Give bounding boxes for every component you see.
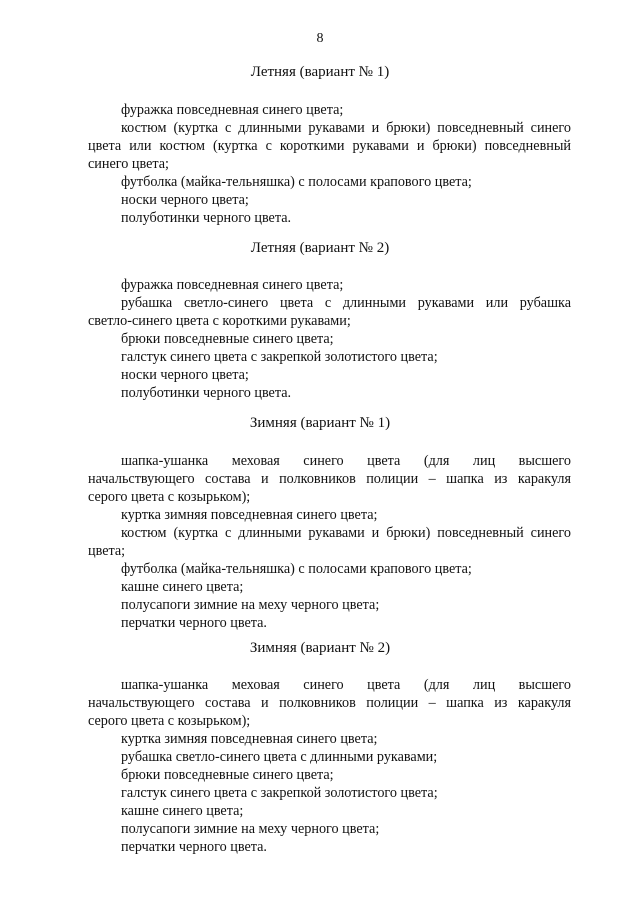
list-item-continuation: цвета или костюм (куртка с короткими рукавами и брюки) повседневный — [88, 138, 571, 154]
section-heading: Зимняя (вариант № 1) — [249, 415, 391, 431]
list-item: перчатки черного цвета. — [121, 839, 267, 855]
list-item: куртка зимняя повседневная синего цвета; — [121, 731, 378, 747]
list-item-continuation: начальствующего состава и полковников полиции – шапка из каракуля — [88, 471, 571, 487]
list-item-continuation: светло-синего цвета с короткими рукавами; — [88, 313, 351, 329]
list-item: костюм (куртка с длинными рукавами и брюки) повседневный синего — [121, 525, 571, 541]
list-item: полусапоги зимние на меху черного цвета; — [121, 821, 380, 837]
list-item: футболка (майка-тельняшка) с полосами крапового цвета; — [121, 174, 472, 190]
list-item: носки черного цвета; — [121, 192, 249, 208]
list-item: шапка-ушанка меховая синего цвета (для лиц высшего — [121, 677, 571, 693]
list-item-continuation: серого цвета с козырьком); — [88, 489, 251, 505]
list-item: костюм (куртка с длинными рукавами и брюки) повседневный синего — [121, 120, 571, 136]
list-item: кашне синего цвета; — [121, 803, 244, 819]
list-item: брюки повседневные синего цвета; — [121, 767, 334, 783]
section-heading: Зимняя (вариант № 2) — [249, 640, 391, 656]
list-item: перчатки черного цвета. — [121, 615, 267, 631]
page-number: 8 — [316, 31, 324, 46]
list-item-continuation: цвета; — [88, 543, 126, 559]
list-item: футболка (майка-тельняшка) с полосами крапового цвета; — [121, 561, 472, 577]
list-item: фуражка повседневная синего цвета; — [121, 102, 344, 118]
list-item: носки черного цвета; — [121, 367, 249, 383]
list-item-continuation: серого цвета с козырьком); — [88, 713, 251, 729]
list-item: полуботинки черного цвета. — [121, 210, 292, 226]
list-item: фуражка повседневная синего цвета; — [121, 277, 344, 293]
list-item: кашне синего цвета; — [121, 579, 244, 595]
list-item: брюки повседневные синего цвета; — [121, 331, 334, 347]
list-item: полусапоги зимние на меху черного цвета; — [121, 597, 380, 613]
list-item: шапка-ушанка меховая синего цвета (для лиц высшего — [121, 453, 571, 469]
list-item: галстук синего цвета с закрепкой золотистого цвета; — [121, 349, 438, 365]
list-item: галстук синего цвета с закрепкой золотистого цвета; — [121, 785, 438, 801]
list-item: куртка зимняя повседневная синего цвета; — [121, 507, 378, 523]
list-item: рубашка светло-синего цвета с длинными рукавами; — [121, 749, 438, 765]
list-item: полуботинки черного цвета. — [121, 385, 292, 401]
list-item: рубашка светло-синего цвета с длинными рукавами или рубашка — [121, 295, 571, 311]
list-item-continuation: начальствующего состава и полковников полиции – шапка из каракуля — [88, 695, 571, 711]
section-heading: Летняя (вариант № 1) — [250, 64, 390, 80]
section-heading: Летняя (вариант № 2) — [250, 240, 390, 256]
list-item-continuation: синего цвета; — [88, 156, 170, 172]
